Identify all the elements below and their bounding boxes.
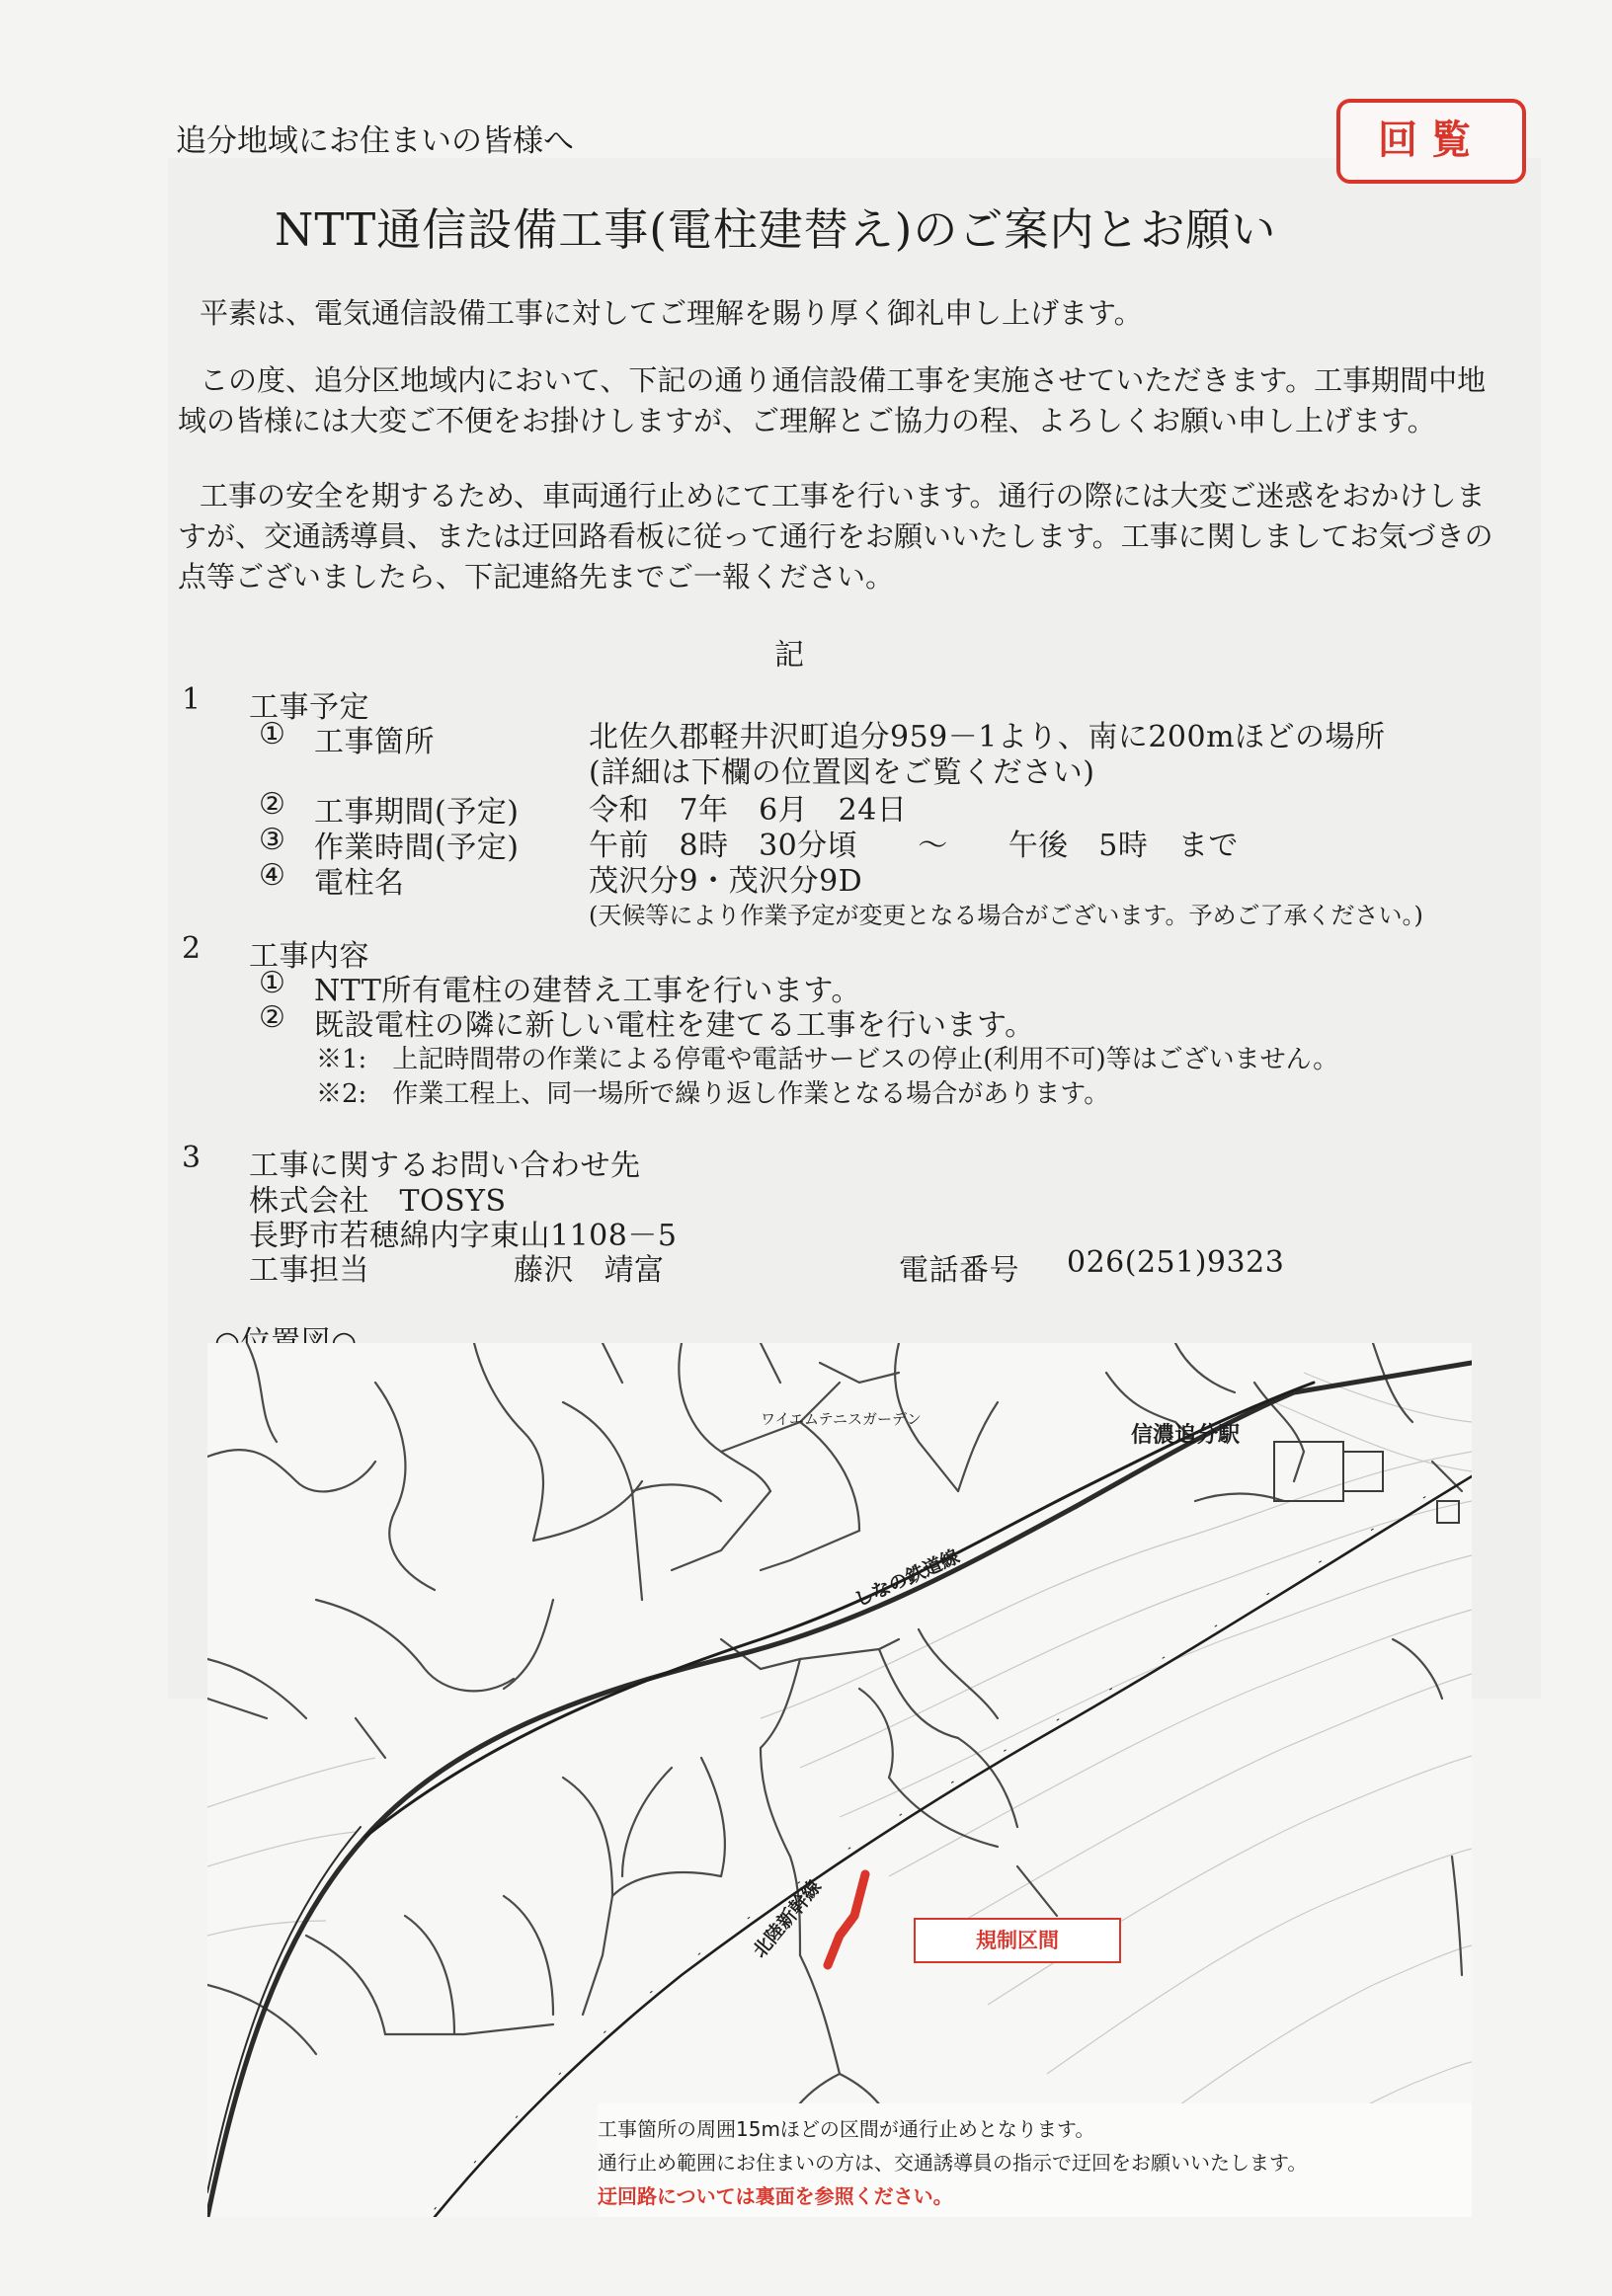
detour-notice: 迂回路については裏面を参照ください。	[598, 2184, 953, 2208]
contact-company: 株式会社 TOSYS	[249, 1184, 507, 1219]
section1-heading: 工事予定	[249, 690, 369, 725]
item1-value: 北佐久郡軽井沢町追分959－1より、南に200mほどの場所	[589, 720, 1386, 754]
safety-paragraph: 工事の安全を期するため、車両通行止めにて工事を行います。通行の際には大変ご迷惑をおかけしますが、交通誘導員、または迂回路看板に従って通行をお願いいたします。工事に関しましてお気づきの点等ございましたら、下記連絡先までご一報ください。	[178, 479, 1493, 594]
item4-mark: ④	[259, 858, 286, 893]
item1-label: 工事箇所	[314, 725, 435, 759]
schedule-note: (天候等により作業予定が変更となる場合がございます。予めご了承ください。)	[589, 902, 1423, 929]
section2-heading: 工事内容	[249, 939, 369, 974]
contact-phone-label: 電話番号	[899, 1253, 1019, 1288]
item3-label: 作業時間(予定)	[314, 831, 520, 865]
map-label-station: 信濃追分駅	[1131, 1423, 1241, 1448]
addressee: 追分地域にお住まいの皆様へ	[176, 123, 574, 159]
greeting-paragraph: 平素は、電気通信設備工事に対してご理解を賜り厚く御礼申し上げます。	[200, 296, 1143, 330]
closure-notice-line1: 工事箇所の周囲15mほどの区間が通行止めとなります。	[598, 2117, 1095, 2141]
item2-mark: ②	[259, 787, 286, 822]
contact-person-label: 工事担当	[249, 1253, 369, 1288]
item1-mark: ①	[259, 717, 286, 752]
closure-notice-line2: 通行止め範囲にお住まいの方は、交通誘導員の指示で迂回をお願いいたします。	[598, 2151, 1308, 2175]
map-label-hokuriku-line: 北陸新幹線	[749, 1875, 826, 1962]
item4-label: 電柱名	[314, 866, 405, 901]
item2-value: 令和 7年 6月 24日	[589, 793, 908, 828]
item1-value-detail: (詳細は下欄の位置図をご覧ください)	[589, 755, 1095, 790]
section2-number: 2	[182, 931, 202, 966]
item3-mark: ③	[259, 823, 286, 857]
item2-label: 工事期間(予定)	[314, 795, 520, 830]
content-note1: ※1: 上記時間帯の作業による停電や電話サービスの停止(利用不可)等はございません。	[316, 1045, 1339, 1074]
contact-person-name: 藤沢 靖富	[514, 1253, 665, 1288]
document-title: NTT通信設備工事(電柱建替え)のご案内とお願い	[275, 203, 1277, 256]
content1-text: NTT所有電柱の建替え工事を行います。	[314, 974, 861, 1008]
map-roads	[207, 1343, 1472, 2217]
content2-mark: ②	[259, 1000, 286, 1035]
map-label-tennis: ワイエムテニスガーデン	[761, 1410, 922, 1428]
content1-mark: ①	[259, 966, 286, 1000]
contact-address: 長野市若穂綿内字東山1108－5	[249, 1219, 678, 1253]
restricted-section-label: 規制区間	[914, 1918, 1121, 1963]
circulation-stamp: 回覧	[1336, 99, 1526, 184]
item3-value: 午前 8時 30分頃 ～ 午後 5時 まで	[589, 829, 1239, 863]
map-label-shinano-line: しなの鉄道線	[850, 1545, 963, 1612]
content2-text: 既設電柱の隣に新しい電柱を建てる工事を行います。	[314, 1008, 1035, 1043]
item4-value: 茂沢分9・茂沢分9D	[589, 864, 863, 899]
section3-heading: 工事に関するお問い合わせ先	[249, 1148, 641, 1183]
location-map	[207, 1343, 1472, 2217]
content-note2: ※2: 作業工程上、同一場所で繰り返し作業となる場合があります。	[316, 1079, 1110, 1109]
section1-number: 1	[182, 682, 202, 717]
notice-paragraph: この度、追分区地域内において、下記の通り通信設備工事を実施させていただきます。工事期間中地域の皆様には大変ご不便をお掛けしますが、ご理解とご協力の程、よろしくお願い申し上げます。	[178, 363, 1487, 437]
section3-number: 3	[182, 1141, 202, 1175]
closure-notice	[598, 2103, 1472, 2217]
contact-phone: 026(251)9323	[1067, 1245, 1285, 1280]
ki-heading: 記	[774, 638, 804, 673]
